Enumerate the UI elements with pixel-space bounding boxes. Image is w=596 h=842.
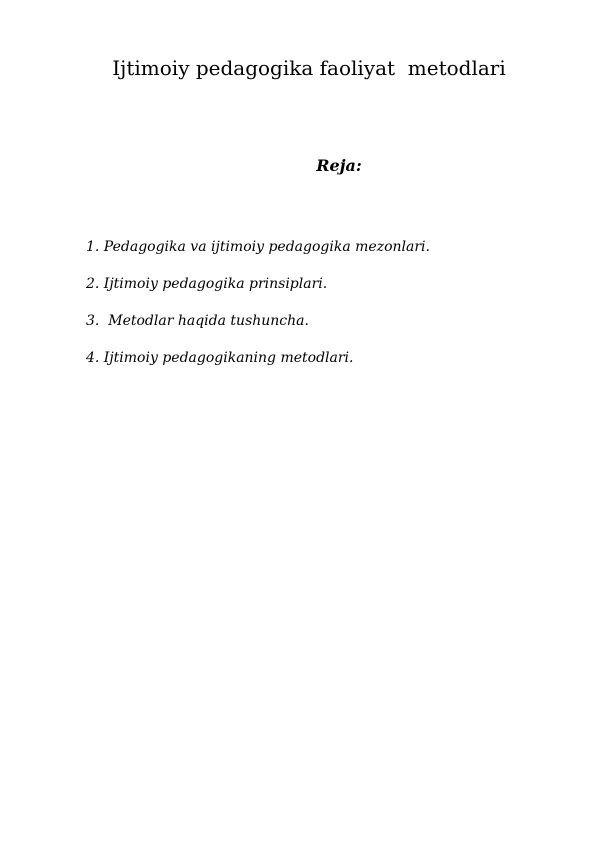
plan-list [86,238,430,386]
plan-item: 4. Ijtimoiy pedagogikaning metodlari. [86,350,354,366]
plan-item: 3. Metodlar haqida tushuncha. [86,313,309,329]
document-title: Ijtimoiy pedagogika faoliyat metodlari [112,56,506,80]
plan-heading: Reja: [316,156,362,175]
plan-item: 1. Pedagogika va ijtimoiy pedagogika mezonlari. [86,239,430,255]
plan-item: 2. Ijtimoiy pedagogika prinsiplari. [86,276,328,292]
